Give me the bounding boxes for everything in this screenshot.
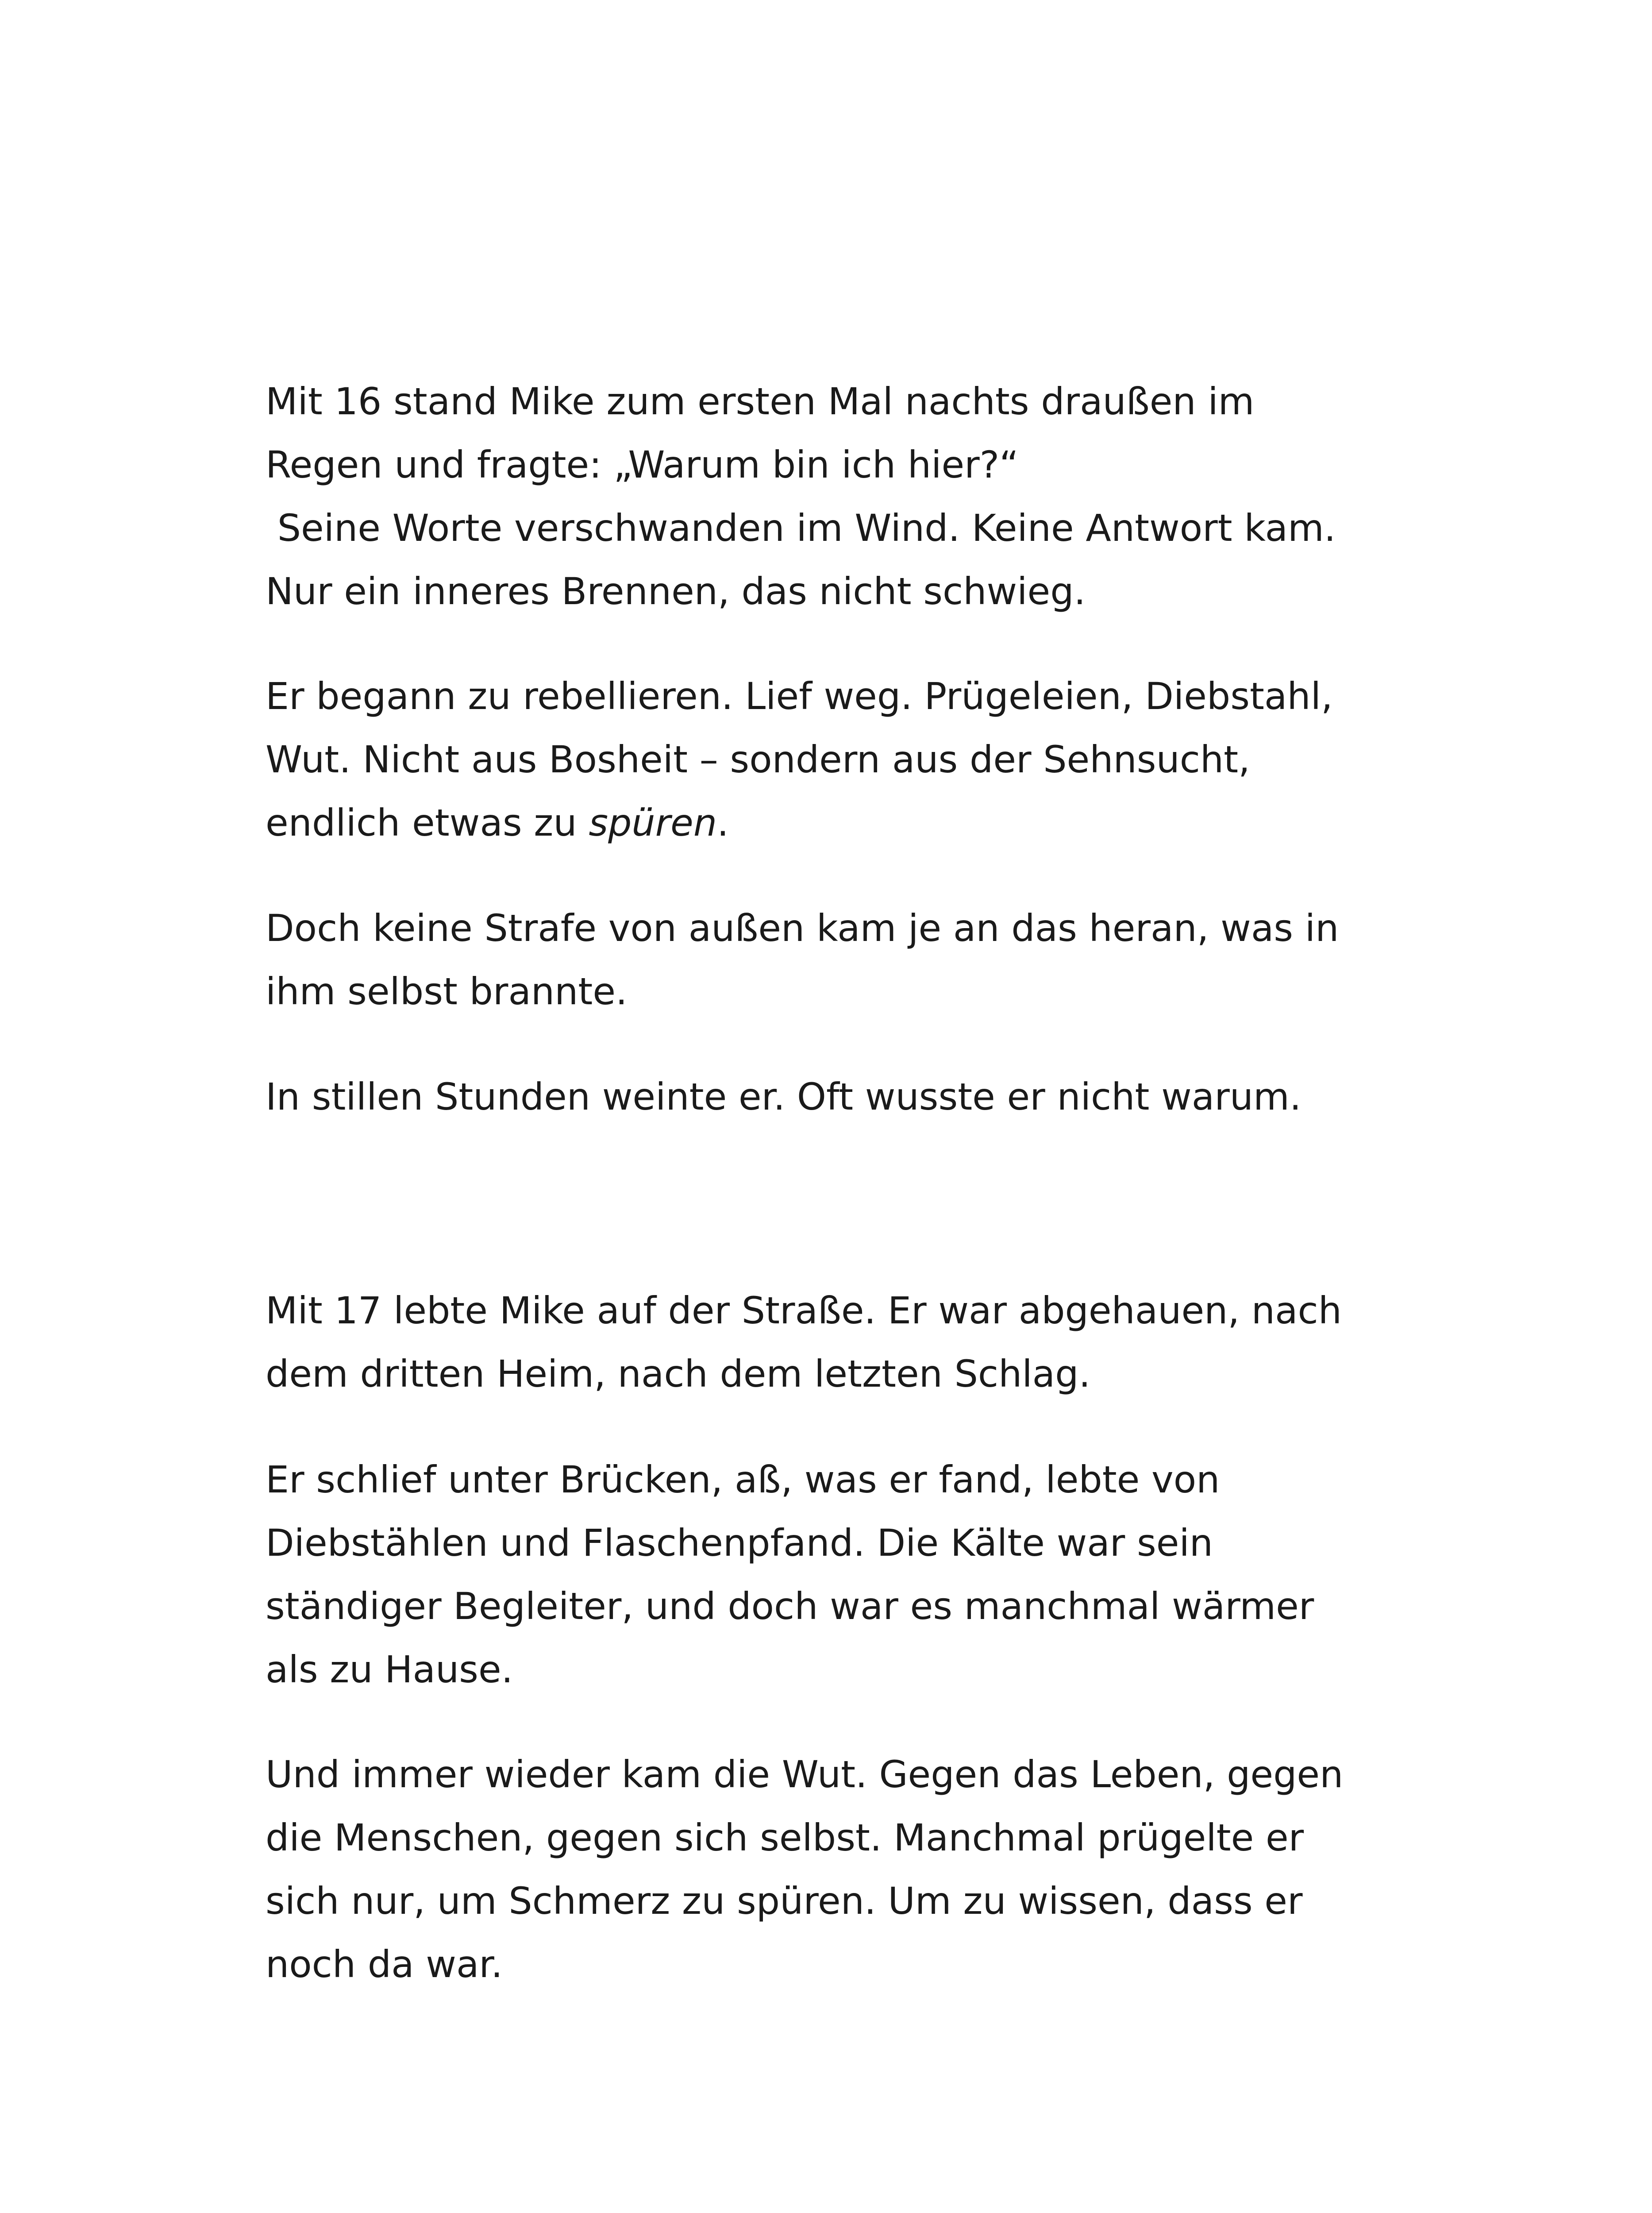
text-line: In stillen Stunden weinte er. Oft wusste er nicht warum. bbox=[266, 1075, 1302, 1118]
text-line: Seine Worte verschwanden im Wind. Keine Antwort kam. bbox=[266, 506, 1336, 550]
text-line: Wut. Nicht aus Bosheit – sondern aus der Sehnsucht, bbox=[266, 738, 1250, 781]
text-line: Er schlief unter Brücken, aß, was er fand, lebte von bbox=[266, 1458, 1220, 1501]
emphasized-word: spüren bbox=[589, 801, 717, 844]
text-line: sich nur, um Schmerz zu spüren. Um zu wissen, dass er bbox=[266, 1879, 1303, 1923]
text-line: ständiger Begleiter, und doch war es manchmal wärmer bbox=[266, 1585, 1314, 1628]
text-segment: endlich etwas zu bbox=[266, 801, 589, 844]
text-line bbox=[266, 791, 1398, 855]
paragraph-anger bbox=[266, 1743, 1398, 1996]
text-line: noch da war. bbox=[266, 1943, 503, 1986]
text-line: Mit 16 stand Mike zum ersten Mal nachts draußen im bbox=[266, 380, 1255, 423]
paragraph-age-17-intro bbox=[266, 1279, 1398, 1406]
text-line: dem dritten Heim, nach dem letzten Schlag. bbox=[266, 1352, 1091, 1396]
paragraph-age-16-intro bbox=[266, 370, 1398, 623]
text-line: Diebstählen und Flaschenpfand. Die Kälte war sein bbox=[266, 1521, 1213, 1565]
text-line: als zu Hause. bbox=[266, 1648, 513, 1691]
text-line: Mit 17 lebte Mike auf der Straße. Er war abgehauen, nach bbox=[266, 1289, 1342, 1332]
text-line: Er begann zu rebellieren. Lief weg. Prügeleien, Diebstahl, bbox=[266, 675, 1333, 718]
text-line: Und immer wieder kam die Wut. Gegen das Leben, gegen bbox=[266, 1753, 1344, 1796]
text-line: Regen und fragte: „Warum bin ich hier?“ bbox=[266, 443, 1019, 486]
paragraph-punishment bbox=[266, 897, 1398, 1023]
text-line: Nur ein inneres Brennen, das nicht schwieg. bbox=[266, 570, 1086, 613]
paragraph-tears bbox=[266, 1065, 1398, 1129]
text-segment: . bbox=[717, 801, 729, 844]
text-line: die Menschen, gegen sich selbst. Manchmal prügelte er bbox=[266, 1816, 1304, 1859]
text-line: Doch keine Strafe von außen kam je an das heran, was in bbox=[266, 906, 1339, 950]
paragraph-street-life bbox=[266, 1448, 1398, 1701]
text-line: ihm selbst brannte. bbox=[266, 970, 628, 1013]
paragraph-rebellion bbox=[266, 665, 1398, 855]
